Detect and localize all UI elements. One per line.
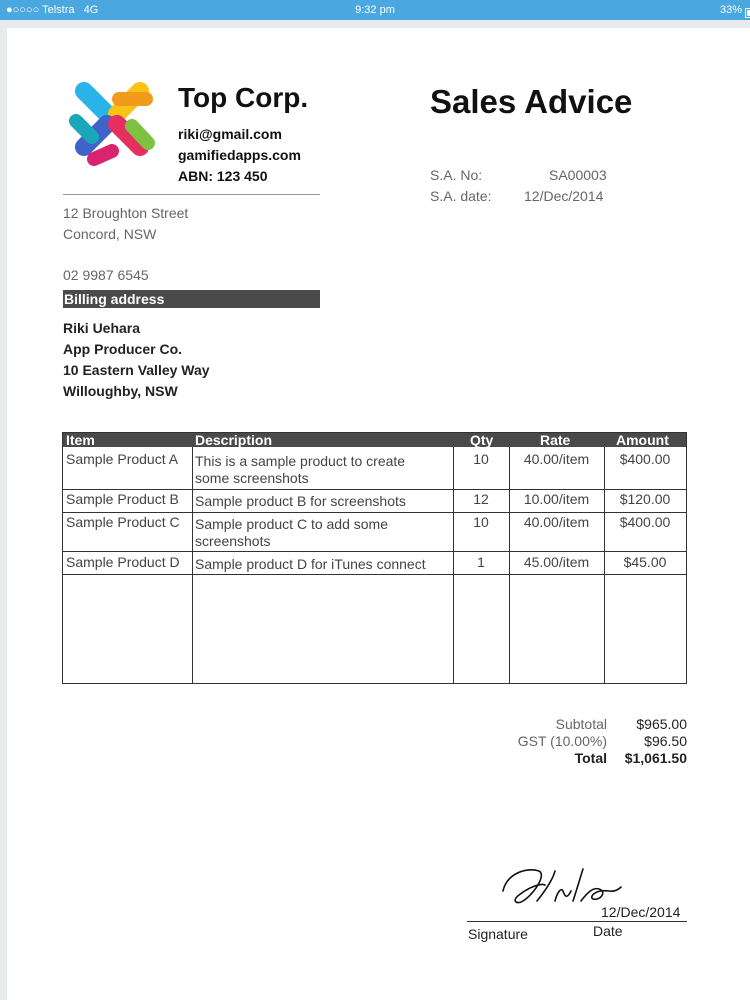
status-bar (0, 0, 750, 20)
company-city: Concord, NSW (63, 226, 157, 242)
row-qty: 10 (473, 514, 489, 530)
row-description-cont: screenshots (195, 533, 271, 549)
invoice-page (7, 28, 750, 1000)
line-items-table (62, 432, 687, 684)
row-divider (63, 574, 686, 575)
row-rate: 45.00/item (523, 554, 590, 570)
row-description-cont: some screenshots (195, 470, 309, 486)
header-qty: Qty (470, 432, 494, 448)
header-rate: Rate (540, 432, 571, 448)
row-item: Sample Product D (66, 554, 180, 570)
row-qty: 10 (473, 451, 489, 467)
document-title: Sales Advice (430, 83, 633, 120)
divider (63, 194, 320, 195)
row-description: Sample product D for iTunes connect (195, 556, 426, 572)
company-name: Top Corp. (178, 82, 309, 113)
row-divider (63, 551, 686, 552)
row-amount: $45.00 (623, 554, 667, 570)
logo-petal (76, 121, 92, 137)
date-label: Date (593, 923, 623, 939)
company-email: riki@gmail.com (178, 126, 282, 142)
billing-street: 10 Eastern Valley Way (63, 362, 210, 378)
sa-number-label: S.A. No: (430, 167, 483, 183)
billing-city: Willoughby, NSW (63, 383, 178, 399)
billing-address-label: Billing address (64, 291, 165, 307)
billing-name: Riki Uehara (63, 320, 141, 336)
clock: 9:32 pm (355, 4, 395, 16)
signature-label: Signature (468, 926, 528, 942)
row-description: This is a sample product to create (195, 453, 406, 469)
row-divider (63, 512, 686, 513)
header-item: Item (66, 432, 95, 448)
billing-address-header (63, 290, 320, 308)
carrier-signal: ●○○○○ Telstra 4G (6, 4, 99, 16)
company-phone: 02 9987 6545 (63, 267, 149, 283)
column-divider (192, 447, 193, 683)
row-qty: 1 (477, 554, 485, 570)
row-rate: 40.00/item (523, 514, 590, 530)
signature-date: 12/Dec/2014 (601, 904, 681, 920)
gst-label: GST (10.00%) (517, 733, 607, 749)
header-amount: Amount (616, 432, 669, 448)
row-rate: 40.00/item (523, 451, 590, 467)
signature-line (467, 921, 687, 922)
row-item: Sample Product B (66, 491, 179, 507)
sa-date-label: S.A. date: (430, 188, 492, 204)
subtotal-label: Subtotal (555, 716, 607, 732)
row-amount: $400.00 (619, 514, 671, 530)
company-logo (64, 71, 160, 167)
row-item: Sample Product C (66, 514, 180, 530)
row-rate: 10.00/item (523, 491, 590, 507)
company-street: 12 Broughton Street (63, 205, 189, 221)
total-value: $1,061.50 (624, 750, 687, 766)
row-item: Sample Product A (66, 451, 179, 467)
sa-date: 12/Dec/2014 (524, 188, 604, 204)
table-header (63, 433, 686, 447)
logo-petal (84, 91, 107, 114)
subtotal-value: $965.00 (636, 716, 687, 732)
row-amount: $120.00 (619, 491, 671, 507)
row-description: Sample product B for screenshots (195, 493, 406, 509)
row-divider (63, 489, 686, 490)
logo-petal (94, 151, 112, 159)
row-description: Sample product C to add some (195, 516, 388, 532)
sa-number: SA00003 (549, 167, 607, 183)
battery-icon (745, 8, 750, 18)
row-amount: $400.00 (619, 451, 671, 467)
company-abn: ABN: 123 450 (178, 168, 268, 184)
header-description: Description (195, 432, 273, 448)
billing-company: App Producer Co. (63, 341, 183, 357)
total-label: Total (574, 750, 607, 766)
company-website: gamifiedapps.com (178, 147, 301, 163)
gst-value: $96.50 (644, 733, 687, 749)
battery-indicator: 33% (720, 4, 742, 16)
row-qty: 12 (473, 491, 489, 507)
